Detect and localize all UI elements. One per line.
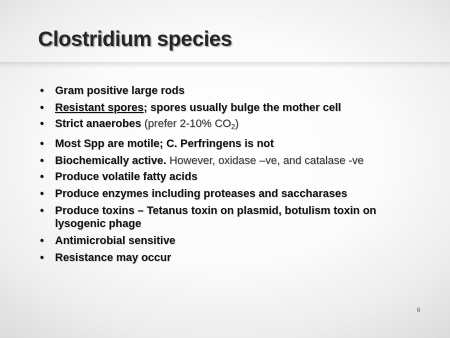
bullet-text: ; spores usually bulge the mother cell: [143, 101, 342, 114]
bullet-text: Antimicrobial sensitive: [55, 235, 176, 247]
bullet-dot-icon: •: [40, 138, 44, 151]
bullet-text-bold: Biochemically active.: [55, 154, 167, 167]
bullet-text: Gram positive large rods: [55, 85, 185, 97]
slide-title: Clostridium species: [38, 28, 232, 51]
bullet-text-normal: (prefer 2-10% CO: [141, 118, 232, 131]
bullet-text-normal: However, oxidase –ve, and catalase -ve: [166, 154, 364, 167]
title-divider: [0, 62, 450, 68]
bullet-dot-icon: •: [40, 251, 44, 264]
bullet-item: [40, 85, 410, 99]
bullet-text: Produce volatile fatty acids: [55, 171, 198, 184]
bullet-item: [40, 235, 410, 249]
bullet-item: [40, 118, 410, 135]
bullet-text: Produce enzymes including proteases and saccharases: [55, 188, 348, 201]
bullet-list: [40, 85, 410, 268]
bullet-text-bold: Strict anaerobes: [55, 118, 142, 131]
bullet-dot-icon: •: [40, 188, 44, 201]
bullet-item: [40, 205, 410, 232]
bullet-item: [40, 252, 410, 266]
bullet-dot-icon: •: [40, 154, 44, 167]
bullet-item: [40, 188, 410, 202]
bullet-item: [40, 155, 410, 169]
bullet-item: [40, 102, 410, 116]
bullet-text: Most Spp are motile; C. Perfringens is not: [55, 138, 274, 151]
bullet-text: Resistance may occur: [55, 251, 172, 264]
bullet-dot-icon: •: [40, 204, 44, 217]
bullet-dot-icon: •: [40, 118, 44, 131]
bullet-dot-icon: •: [40, 101, 44, 114]
bullet-item: [40, 138, 410, 152]
bullet-text: Produce toxins – Tetanus toxin on plasmid, botulism toxin on lysogenic phage: [55, 204, 377, 231]
bullet-item: [40, 171, 410, 185]
bullet-dot-icon: •: [40, 171, 44, 184]
bullet-dot-icon: •: [40, 85, 44, 97]
bullet-dot-icon: •: [40, 235, 44, 247]
bullet-text-underlined: Resistant spores: [55, 101, 144, 114]
page-number: 6: [417, 308, 421, 314]
bullet-text-normal-end: ): [234, 118, 239, 131]
bullet-text-subscript: 2: [231, 124, 235, 132]
